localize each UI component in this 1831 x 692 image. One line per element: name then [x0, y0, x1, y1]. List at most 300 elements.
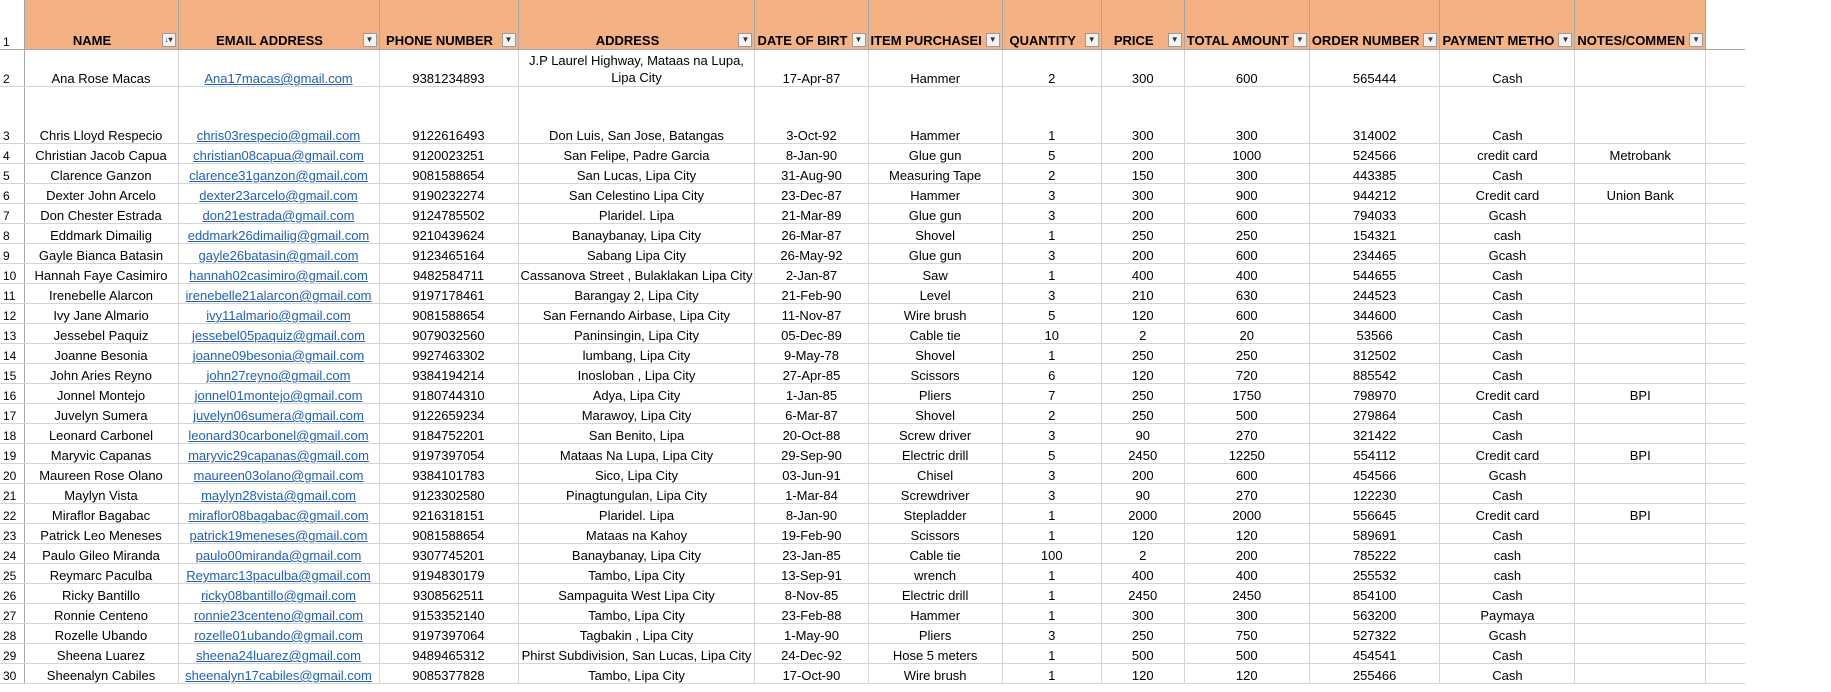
cell-empty[interactable]: [1706, 324, 1745, 344]
cell-qty[interactable]: 1: [1002, 644, 1101, 664]
dropdown-filter-icon[interactable]: ▼: [1423, 33, 1437, 47]
cell-address[interactable]: San Benito, Lipa: [518, 424, 755, 444]
cell-notes[interactable]: [1575, 304, 1706, 324]
cell-payment[interactable]: Cash: [1440, 324, 1575, 344]
cell-phone[interactable]: 9210439624: [379, 224, 518, 244]
cell-notes[interactable]: [1575, 564, 1706, 584]
cell-payment[interactable]: Cash: [1440, 404, 1575, 424]
cell-notes[interactable]: [1575, 644, 1706, 664]
cell-name[interactable]: Jessebel Paquiz: [24, 324, 178, 344]
cell-phone[interactable]: 9307745201: [379, 544, 518, 564]
row-number[interactable]: 4: [0, 144, 24, 164]
cell-email[interactable]: irenebelle21alarcon@gmail.com: [178, 284, 379, 304]
cell-payment[interactable]: Gcash: [1440, 244, 1575, 264]
cell-dob[interactable]: 11-Nov-87: [755, 304, 868, 324]
row-number[interactable]: 21: [0, 484, 24, 504]
cell-total[interactable]: 2000: [1184, 504, 1309, 524]
cell-empty[interactable]: [1706, 204, 1745, 224]
cell-qty[interactable]: 1: [1002, 604, 1101, 624]
cell-empty[interactable]: [1706, 424, 1745, 444]
cell-order[interactable]: 944212: [1309, 184, 1440, 204]
cell-notes[interactable]: BPI: [1575, 504, 1706, 524]
cell-item[interactable]: Screw driver: [868, 424, 1002, 444]
cell-payment[interactable]: Cash: [1440, 424, 1575, 444]
cell-phone[interactable]: 9381234893: [379, 50, 518, 87]
cell-item[interactable]: Stepladder: [868, 504, 1002, 524]
cell-name[interactable]: Eddmark Dimailig: [24, 224, 178, 244]
cell-address[interactable]: San Fernando Airbase, Lipa City: [518, 304, 755, 324]
cell-qty[interactable]: 1: [1002, 584, 1101, 604]
cell-phone[interactable]: 9927463302: [379, 344, 518, 364]
cell-total[interactable]: 600: [1184, 244, 1309, 264]
cell-order[interactable]: 454541: [1309, 644, 1440, 664]
cell-empty[interactable]: [1706, 464, 1745, 484]
cell-address[interactable]: Tambo, Lipa City: [518, 564, 755, 584]
cell-qty[interactable]: 2: [1002, 404, 1101, 424]
cell-email[interactable]: gayle26batasin@gmail.com: [178, 244, 379, 264]
cell-order[interactable]: 255466: [1309, 664, 1440, 684]
cell-empty[interactable]: [1706, 304, 1745, 324]
cell-phone[interactable]: 9120023251: [379, 144, 518, 164]
cell-name[interactable]: Ivy Jane Almario: [24, 304, 178, 324]
cell-email[interactable]: hannah02casimiro@gmail.com: [178, 264, 379, 284]
cell-item[interactable]: Level: [868, 284, 1002, 304]
cell-notes[interactable]: [1575, 284, 1706, 304]
cell-empty[interactable]: [1706, 504, 1745, 524]
column-header-phone[interactable]: [379, 0, 518, 50]
cell-name[interactable]: Jonnel Montejo: [24, 384, 178, 404]
cell-address[interactable]: Banaybanay, Lipa City: [518, 224, 755, 244]
dropdown-filter-icon[interactable]: ▼: [1085, 33, 1099, 47]
cell-address[interactable]: Sabang Lipa City: [518, 244, 755, 264]
cell-notes[interactable]: [1575, 624, 1706, 644]
cell-price[interactable]: 200: [1101, 144, 1184, 164]
cell-address[interactable]: Mataas Na Lupa, Lipa City: [518, 444, 755, 464]
cell-payment[interactable]: Cash: [1440, 364, 1575, 384]
cell-total[interactable]: 400: [1184, 264, 1309, 284]
cell-name[interactable]: Miraflor Bagabac: [24, 504, 178, 524]
cell-address[interactable]: San Felipe, Padre Garcia: [518, 144, 755, 164]
cell-payment[interactable]: Credit card: [1440, 504, 1575, 524]
cell-dob[interactable]: 8-Jan-90: [755, 144, 868, 164]
cell-qty[interactable]: 2: [1002, 164, 1101, 184]
column-header-dob[interactable]: [755, 0, 868, 50]
cell-address[interactable]: Adya, Lipa City: [518, 384, 755, 404]
cell-total[interactable]: 300: [1184, 87, 1309, 144]
cell-qty[interactable]: 1: [1002, 564, 1101, 584]
cell-empty[interactable]: [1706, 264, 1745, 284]
cell-payment[interactable]: Paymaya: [1440, 604, 1575, 624]
cell-item[interactable]: Shovel: [868, 404, 1002, 424]
cell-email[interactable]: joanne09besonia@gmail.com: [178, 344, 379, 364]
cell-payment[interactable]: Credit card: [1440, 444, 1575, 464]
cell-name[interactable]: Hannah Faye Casimiro: [24, 264, 178, 284]
cell-dob[interactable]: 17-Oct-90: [755, 664, 868, 684]
cell-dob[interactable]: 1-Jan-85: [755, 384, 868, 404]
cell-email[interactable]: dexter23arcelo@gmail.com: [178, 184, 379, 204]
cell-total[interactable]: 270: [1184, 484, 1309, 504]
cell-qty[interactable]: 1: [1002, 87, 1101, 144]
cell-name[interactable]: Ronnie Centeno: [24, 604, 178, 624]
cell-empty[interactable]: [1706, 144, 1745, 164]
cell-phone[interactable]: 9216318151: [379, 504, 518, 524]
cell-dob[interactable]: 21-Feb-90: [755, 284, 868, 304]
row-number[interactable]: 26: [0, 584, 24, 604]
row-number[interactable]: 15: [0, 364, 24, 384]
cell-price[interactable]: 200: [1101, 464, 1184, 484]
cell-name[interactable]: Don Chester Estrada: [24, 204, 178, 224]
cell-total[interactable]: 200: [1184, 544, 1309, 564]
cell-order[interactable]: 524566: [1309, 144, 1440, 164]
cell-phone[interactable]: 9122616493: [379, 87, 518, 144]
cell-address[interactable]: Cassanova Street , Bulaklakan Lipa City: [518, 264, 755, 284]
cell-email[interactable]: miraflor08bagabac@gmail.com: [178, 504, 379, 524]
cell-notes[interactable]: [1575, 50, 1706, 87]
cell-notes[interactable]: [1575, 404, 1706, 424]
column-header-payment[interactable]: [1440, 0, 1575, 50]
row-number[interactable]: 3: [0, 87, 24, 144]
cell-notes[interactable]: [1575, 364, 1706, 384]
cell-dob[interactable]: 29-Sep-90: [755, 444, 868, 464]
cell-payment[interactable]: cash: [1440, 224, 1575, 244]
cell-dob[interactable]: 9-May-78: [755, 344, 868, 364]
cell-empty[interactable]: [1706, 50, 1745, 87]
cell-empty[interactable]: [1706, 544, 1745, 564]
cell-price[interactable]: 200: [1101, 204, 1184, 224]
cell-dob[interactable]: 23-Dec-87: [755, 184, 868, 204]
cell-order[interactable]: 589691: [1309, 524, 1440, 544]
cell-name[interactable]: Leonard Carbonel: [24, 424, 178, 444]
cell-name[interactable]: Maryvic Capanas: [24, 444, 178, 464]
cell-notes[interactable]: BPI: [1575, 384, 1706, 404]
cell-phone[interactable]: 9482584711: [379, 264, 518, 284]
cell-dob[interactable]: 13-Sep-91: [755, 564, 868, 584]
cell-notes[interactable]: [1575, 664, 1706, 684]
cell-email[interactable]: john27reyno@gmail.com: [178, 364, 379, 384]
cell-phone[interactable]: 9384194214: [379, 364, 518, 384]
cell-dob[interactable]: 1-Mar-84: [755, 484, 868, 504]
cell-notes[interactable]: [1575, 87, 1706, 144]
dropdown-filter-icon[interactable]: ▼: [986, 33, 1000, 47]
cell-email[interactable]: maylyn28vista@gmail.com: [178, 484, 379, 504]
cell-email[interactable]: sheenalyn17cabiles@gmail.com: [178, 664, 379, 684]
cell-qty[interactable]: 5: [1002, 444, 1101, 464]
cell-email[interactable]: ivy11almario@gmail.com: [178, 304, 379, 324]
cell-order[interactable]: 312502: [1309, 344, 1440, 364]
cell-empty[interactable]: [1706, 664, 1745, 684]
cell-total[interactable]: 500: [1184, 404, 1309, 424]
cell-address[interactable]: San Lucas, Lipa City: [518, 164, 755, 184]
cell-email[interactable]: jonnel01montejo@gmail.com: [178, 384, 379, 404]
cell-item[interactable]: Cable tie: [868, 544, 1002, 564]
cell-notes[interactable]: [1575, 344, 1706, 364]
cell-notes[interactable]: [1575, 524, 1706, 544]
cell-empty[interactable]: [1706, 284, 1745, 304]
cell-notes[interactable]: [1575, 264, 1706, 284]
cell-name[interactable]: Rozelle Ubando: [24, 624, 178, 644]
cell-item[interactable]: Glue gun: [868, 244, 1002, 264]
cell-name[interactable]: Maylyn Vista: [24, 484, 178, 504]
cell-price[interactable]: 120: [1101, 664, 1184, 684]
cell-total[interactable]: 120: [1184, 524, 1309, 544]
cell-total[interactable]: 630: [1184, 284, 1309, 304]
cell-dob[interactable]: 05-Dec-89: [755, 324, 868, 344]
cell-order[interactable]: 854100: [1309, 584, 1440, 604]
cell-phone[interactable]: 9197178461: [379, 284, 518, 304]
dropdown-filter-icon[interactable]: ▼: [738, 33, 752, 47]
cell-email[interactable]: clarence31ganzon@gmail.com: [178, 164, 379, 184]
cell-price[interactable]: 2000: [1101, 504, 1184, 524]
cell-qty[interactable]: 3: [1002, 184, 1101, 204]
cell-address[interactable]: San Celestino Lipa City: [518, 184, 755, 204]
cell-payment[interactable]: Cash: [1440, 87, 1575, 144]
cell-notes[interactable]: [1575, 224, 1706, 244]
cell-phone[interactable]: 9124785502: [379, 204, 518, 224]
cell-dob[interactable]: 23-Feb-88: [755, 604, 868, 624]
cell-email[interactable]: don21estrada@gmail.com: [178, 204, 379, 224]
cell-phone[interactable]: 9308562511: [379, 584, 518, 604]
cell-email[interactable]: rozelle01ubando@gmail.com: [178, 624, 379, 644]
cell-address[interactable]: Sampaguita West Lipa City: [518, 584, 755, 604]
cell-name[interactable]: Ana Rose Macas: [24, 50, 178, 87]
cell-phone[interactable]: 9085377828: [379, 664, 518, 684]
row-number[interactable]: 25: [0, 564, 24, 584]
cell-email[interactable]: chris03respecio@gmail.com: [178, 87, 379, 144]
sort-filter-icon[interactable]: ↓▾: [162, 33, 176, 47]
cell-item[interactable]: Pliers: [868, 624, 1002, 644]
cell-name[interactable]: John Aries Reyno: [24, 364, 178, 384]
cell-address[interactable]: Phirst Subdivision, San Lucas, Lipa City: [518, 644, 755, 664]
cell-address[interactable]: Plaridel. Lipa: [518, 204, 755, 224]
cell-phone[interactable]: 9180744310: [379, 384, 518, 404]
cell-item[interactable]: wrench: [868, 564, 1002, 584]
cell-address[interactable]: Barangay 2, Lipa City: [518, 284, 755, 304]
cell-notes[interactable]: [1575, 484, 1706, 504]
cell-dob[interactable]: 27-Apr-85: [755, 364, 868, 384]
cell-empty[interactable]: [1706, 344, 1745, 364]
cell-price[interactable]: 90: [1101, 424, 1184, 444]
row-number[interactable]: 27: [0, 604, 24, 624]
cell-dob[interactable]: 26-Mar-87: [755, 224, 868, 244]
cell-email[interactable]: christian08capua@gmail.com: [178, 144, 379, 164]
cell-address[interactable]: Pinagtungulan, Lipa City: [518, 484, 755, 504]
cell-address[interactable]: Marawoy, Lipa City: [518, 404, 755, 424]
cell-empty[interactable]: [1706, 404, 1745, 424]
cell-price[interactable]: 250: [1101, 224, 1184, 244]
cell-empty[interactable]: [1706, 624, 1745, 644]
cell-notes[interactable]: [1575, 164, 1706, 184]
cell-price[interactable]: 250: [1101, 344, 1184, 364]
cell-phone[interactable]: 9489465312: [379, 644, 518, 664]
row-number[interactable]: 6: [0, 184, 24, 204]
cell-qty[interactable]: 5: [1002, 304, 1101, 324]
cell-payment[interactable]: Credit card: [1440, 184, 1575, 204]
cell-name[interactable]: Maureen Rose Olano: [24, 464, 178, 484]
cell-price[interactable]: 120: [1101, 364, 1184, 384]
cell-dob[interactable]: 17-Apr-87: [755, 50, 868, 87]
cell-order[interactable]: 527322: [1309, 624, 1440, 644]
cell-payment[interactable]: Cash: [1440, 344, 1575, 364]
cell-price[interactable]: 400: [1101, 564, 1184, 584]
cell-dob[interactable]: 1-May-90: [755, 624, 868, 644]
cell-empty[interactable]: [1706, 644, 1745, 664]
cell-email[interactable]: leonard30carbonel@gmail.com: [178, 424, 379, 444]
cell-total[interactable]: 720: [1184, 364, 1309, 384]
cell-qty[interactable]: 100: [1002, 544, 1101, 564]
cell-payment[interactable]: Cash: [1440, 664, 1575, 684]
cell-address[interactable]: J.P Laurel Highway, Mataas na Lupa, Lipa City: [518, 50, 755, 87]
cell-item[interactable]: Measuring Tape: [868, 164, 1002, 184]
cell-qty[interactable]: 3: [1002, 624, 1101, 644]
cell-notes[interactable]: [1575, 464, 1706, 484]
row-number[interactable]: 12: [0, 304, 24, 324]
cell-address[interactable]: Tambo, Lipa City: [518, 604, 755, 624]
row-number[interactable]: 20: [0, 464, 24, 484]
cell-notes[interactable]: Union Bank: [1575, 184, 1706, 204]
cell-notes[interactable]: BPI: [1575, 444, 1706, 464]
cell-payment[interactable]: Cash: [1440, 644, 1575, 664]
cell-phone[interactable]: 9122659234: [379, 404, 518, 424]
cell-order[interactable]: 794033: [1309, 204, 1440, 224]
cell-item[interactable]: Scissors: [868, 524, 1002, 544]
cell-qty[interactable]: 1: [1002, 524, 1101, 544]
cell-item[interactable]: Glue gun: [868, 144, 1002, 164]
cell-empty[interactable]: [1706, 164, 1745, 184]
cell-email[interactable]: jessebel05paquiz@gmail.com: [178, 324, 379, 344]
column-header-order[interactable]: [1309, 0, 1440, 50]
cell-order[interactable]: 443385: [1309, 164, 1440, 184]
column-header-quantity[interactable]: [1002, 0, 1101, 50]
cell-price[interactable]: 200: [1101, 244, 1184, 264]
cell-item[interactable]: Electric drill: [868, 444, 1002, 464]
row-number[interactable]: 19: [0, 444, 24, 464]
cell-item[interactable]: Shovel: [868, 224, 1002, 244]
cell-email[interactable]: sheena24luarez@gmail.com: [178, 644, 379, 664]
cell-dob[interactable]: 19-Feb-90: [755, 524, 868, 544]
cell-price[interactable]: 300: [1101, 50, 1184, 87]
cell-item[interactable]: Chisel: [868, 464, 1002, 484]
row-number[interactable]: 28: [0, 624, 24, 644]
cell-order[interactable]: 154321: [1309, 224, 1440, 244]
cell-name[interactable]: Patrick Leo Meneses: [24, 524, 178, 544]
cell-qty[interactable]: 1: [1002, 344, 1101, 364]
column-header-email[interactable]: [178, 0, 379, 50]
cell-notes[interactable]: [1575, 324, 1706, 344]
cell-order[interactable]: 544655: [1309, 264, 1440, 284]
cell-payment[interactable]: Cash: [1440, 50, 1575, 87]
cell-name[interactable]: Reymarc Paculba: [24, 564, 178, 584]
cell-qty[interactable]: 1: [1002, 264, 1101, 284]
cell-empty[interactable]: [1706, 364, 1745, 384]
cell-email[interactable]: ricky08bantillo@gmail.com: [178, 584, 379, 604]
cell-total[interactable]: 12250: [1184, 444, 1309, 464]
cell-address[interactable]: Inosloban , Lipa City: [518, 364, 755, 384]
row-number[interactable]: 8: [0, 224, 24, 244]
cell-order[interactable]: 122230: [1309, 484, 1440, 504]
cell-qty[interactable]: 3: [1002, 424, 1101, 444]
cell-order[interactable]: 554112: [1309, 444, 1440, 464]
cell-name[interactable]: Joanne Besonia: [24, 344, 178, 364]
cell-qty[interactable]: 10: [1002, 324, 1101, 344]
cell-payment[interactable]: cash: [1440, 544, 1575, 564]
cell-total[interactable]: 300: [1184, 604, 1309, 624]
cell-address[interactable]: Tagbakin , Lipa City: [518, 624, 755, 644]
cell-price[interactable]: 150: [1101, 164, 1184, 184]
cell-qty[interactable]: 1: [1002, 504, 1101, 524]
cell-empty[interactable]: [1706, 87, 1745, 144]
cell-notes[interactable]: [1575, 424, 1706, 444]
cell-payment[interactable]: Cash: [1440, 524, 1575, 544]
cell-order[interactable]: 565444: [1309, 50, 1440, 87]
column-header-price[interactable]: [1101, 0, 1184, 50]
cell-price[interactable]: 120: [1101, 304, 1184, 324]
cell-item[interactable]: Screwdriver: [868, 484, 1002, 504]
row-number[interactable]: 5: [0, 164, 24, 184]
row-number[interactable]: 30: [0, 664, 24, 684]
cell-total[interactable]: 250: [1184, 344, 1309, 364]
cell-price[interactable]: 210: [1101, 284, 1184, 304]
row-number[interactable]: 1: [0, 0, 24, 50]
cell-item[interactable]: Cable tie: [868, 324, 1002, 344]
column-header-notes[interactable]: [1575, 0, 1706, 50]
cell-item[interactable]: Hose 5 meters: [868, 644, 1002, 664]
cell-payment[interactable]: Cash: [1440, 284, 1575, 304]
cell-price[interactable]: 500: [1101, 644, 1184, 664]
cell-empty[interactable]: [1706, 604, 1745, 624]
row-number[interactable]: 7: [0, 204, 24, 224]
cell-name[interactable]: Juvelyn Sumera: [24, 404, 178, 424]
cell-address[interactable]: Banaybanay, Lipa City: [518, 544, 755, 564]
cell-phone[interactable]: 9153352140: [379, 604, 518, 624]
cell-empty[interactable]: [1706, 484, 1745, 504]
cell-total[interactable]: 600: [1184, 50, 1309, 87]
cell-dob[interactable]: 26-May-92: [755, 244, 868, 264]
cell-total[interactable]: 1750: [1184, 384, 1309, 404]
cell-qty[interactable]: 2: [1002, 50, 1101, 87]
cell-total[interactable]: 900: [1184, 184, 1309, 204]
cell-name[interactable]: Sheena Luarez: [24, 644, 178, 664]
cell-empty[interactable]: [1706, 244, 1745, 264]
row-number[interactable]: 11: [0, 284, 24, 304]
row-number[interactable]: 16: [0, 384, 24, 404]
cell-qty[interactable]: 3: [1002, 244, 1101, 264]
cell-phone[interactable]: 9194830179: [379, 564, 518, 584]
cell-name[interactable]: Gayle Bianca Batasin: [24, 244, 178, 264]
cell-order[interactable]: 314002: [1309, 87, 1440, 144]
cell-payment[interactable]: Cash: [1440, 484, 1575, 504]
cell-name[interactable]: Dexter John Arcelo: [24, 184, 178, 204]
cell-price[interactable]: 300: [1101, 184, 1184, 204]
cell-payment[interactable]: Credit card: [1440, 384, 1575, 404]
cell-notes[interactable]: Metrobank: [1575, 144, 1706, 164]
cell-notes[interactable]: [1575, 584, 1706, 604]
cell-payment[interactable]: Cash: [1440, 304, 1575, 324]
cell-item[interactable]: Wire brush: [868, 304, 1002, 324]
cell-email[interactable]: juvelyn06sumera@gmail.com: [178, 404, 379, 424]
cell-phone[interactable]: 9081588654: [379, 304, 518, 324]
cell-total[interactable]: 500: [1184, 644, 1309, 664]
cell-name[interactable]: Clarence Ganzon: [24, 164, 178, 184]
cell-qty[interactable]: 3: [1002, 464, 1101, 484]
row-number[interactable]: 10: [0, 264, 24, 284]
cell-email[interactable]: eddmark26dimailig@gmail.com: [178, 224, 379, 244]
cell-phone[interactable]: 9384101783: [379, 464, 518, 484]
cell-price[interactable]: 2450: [1101, 584, 1184, 604]
cell-price[interactable]: 2: [1101, 324, 1184, 344]
cell-dob[interactable]: 23-Jan-85: [755, 544, 868, 564]
cell-price[interactable]: 300: [1101, 87, 1184, 144]
cell-order[interactable]: 53566: [1309, 324, 1440, 344]
